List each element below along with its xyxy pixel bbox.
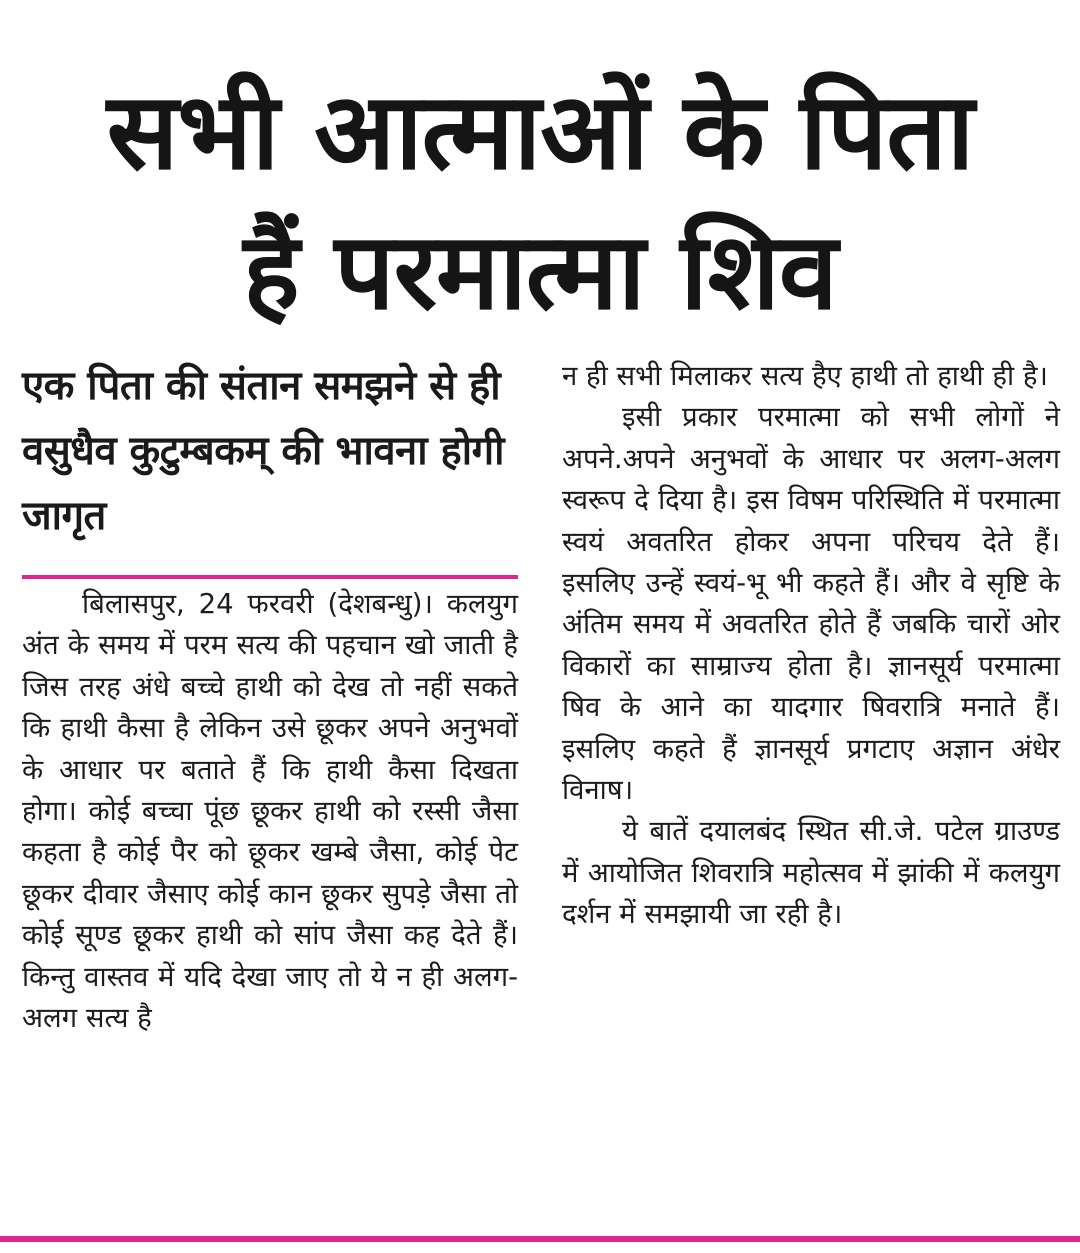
headline-line-1: सभी आत्माओं के पिता xyxy=(106,70,974,193)
article-paragraph: बिलासपुर, 24 फरवरी (देशबन्धु)। कलयुग अंत के समय में परम सत्य की पहचान खो जाती है जिस तरह अंधे बच्चे हाथी को देख तो नहीं सकते कि हाथी कैसा है लेकिन उसे छूकर अपने अनुभवों के आधार पर बताते हैं कि हाथी कैसा दिखता होगा। कोई बच्चा पूंछ छूकर हाथी को रस्सी जैसा कहता है कोई पैर को छूकर खम्बे जैसा, कोई पेट छूकर दीवार जैसाए कोई कान छूकर सुपड़े जैसा तो कोई सूण्ड छूकर हाथी को सांप जैसा कह देते हैं। किन्तु वास्तव में यदि देखा जाए तो ये न ही अलग-अलग सत्य है xyxy=(22,588,518,1035)
article-paragraph: ये बातें दयालबंद स्थित सी.जे. पटेल ग्राउण्ड में आयोजित शिवरात्रि महोत्सव में झांकी में कलयुग दर्शन में समझायी जा रही है। xyxy=(562,815,1060,931)
article-paragraph: न ही सभी मिलाकर सत्य हैए हाथी तो हाथी ही है। xyxy=(562,360,1048,392)
article-paragraph: इसी प्रकार परमात्मा को सभी लोगों ने अपने.अपने अनुभवों के आधार पर अलग-अलग स्वरूप दे दिया है। इस विषम परिस्थिति में परमात्मा स्वयं अवतरित होकर अपना परिचय देते हैं। इसलिए उन्हें स्वयं-भू भी कहते हैं। और वे सृष्टि के अंतिम समय में अवतरित होते हैं जबकि चारों ओर विकारों का साम्राज्य होता है। ज्ञानसूर्य परमात्मा षिव के आने का यादगार षिवरात्रि मनाते हैं। इसलिए कहते हैं ज्ञानसूर्य प्रगटाए अज्ञान अंधेर विनाष। xyxy=(562,401,1060,807)
bottom-divider xyxy=(0,1236,1080,1242)
article-left-column xyxy=(22,584,518,1039)
article-right-column xyxy=(562,356,1060,936)
subheadline: एक पिता की संतान समझने से ही वसुधैव कुटुम्बकम् की भावना होगी जागृत xyxy=(22,363,505,539)
headline xyxy=(0,62,1080,342)
subheadline-divider xyxy=(22,575,518,579)
headline-line-2: हैं परमात्मा शिव xyxy=(243,210,837,333)
